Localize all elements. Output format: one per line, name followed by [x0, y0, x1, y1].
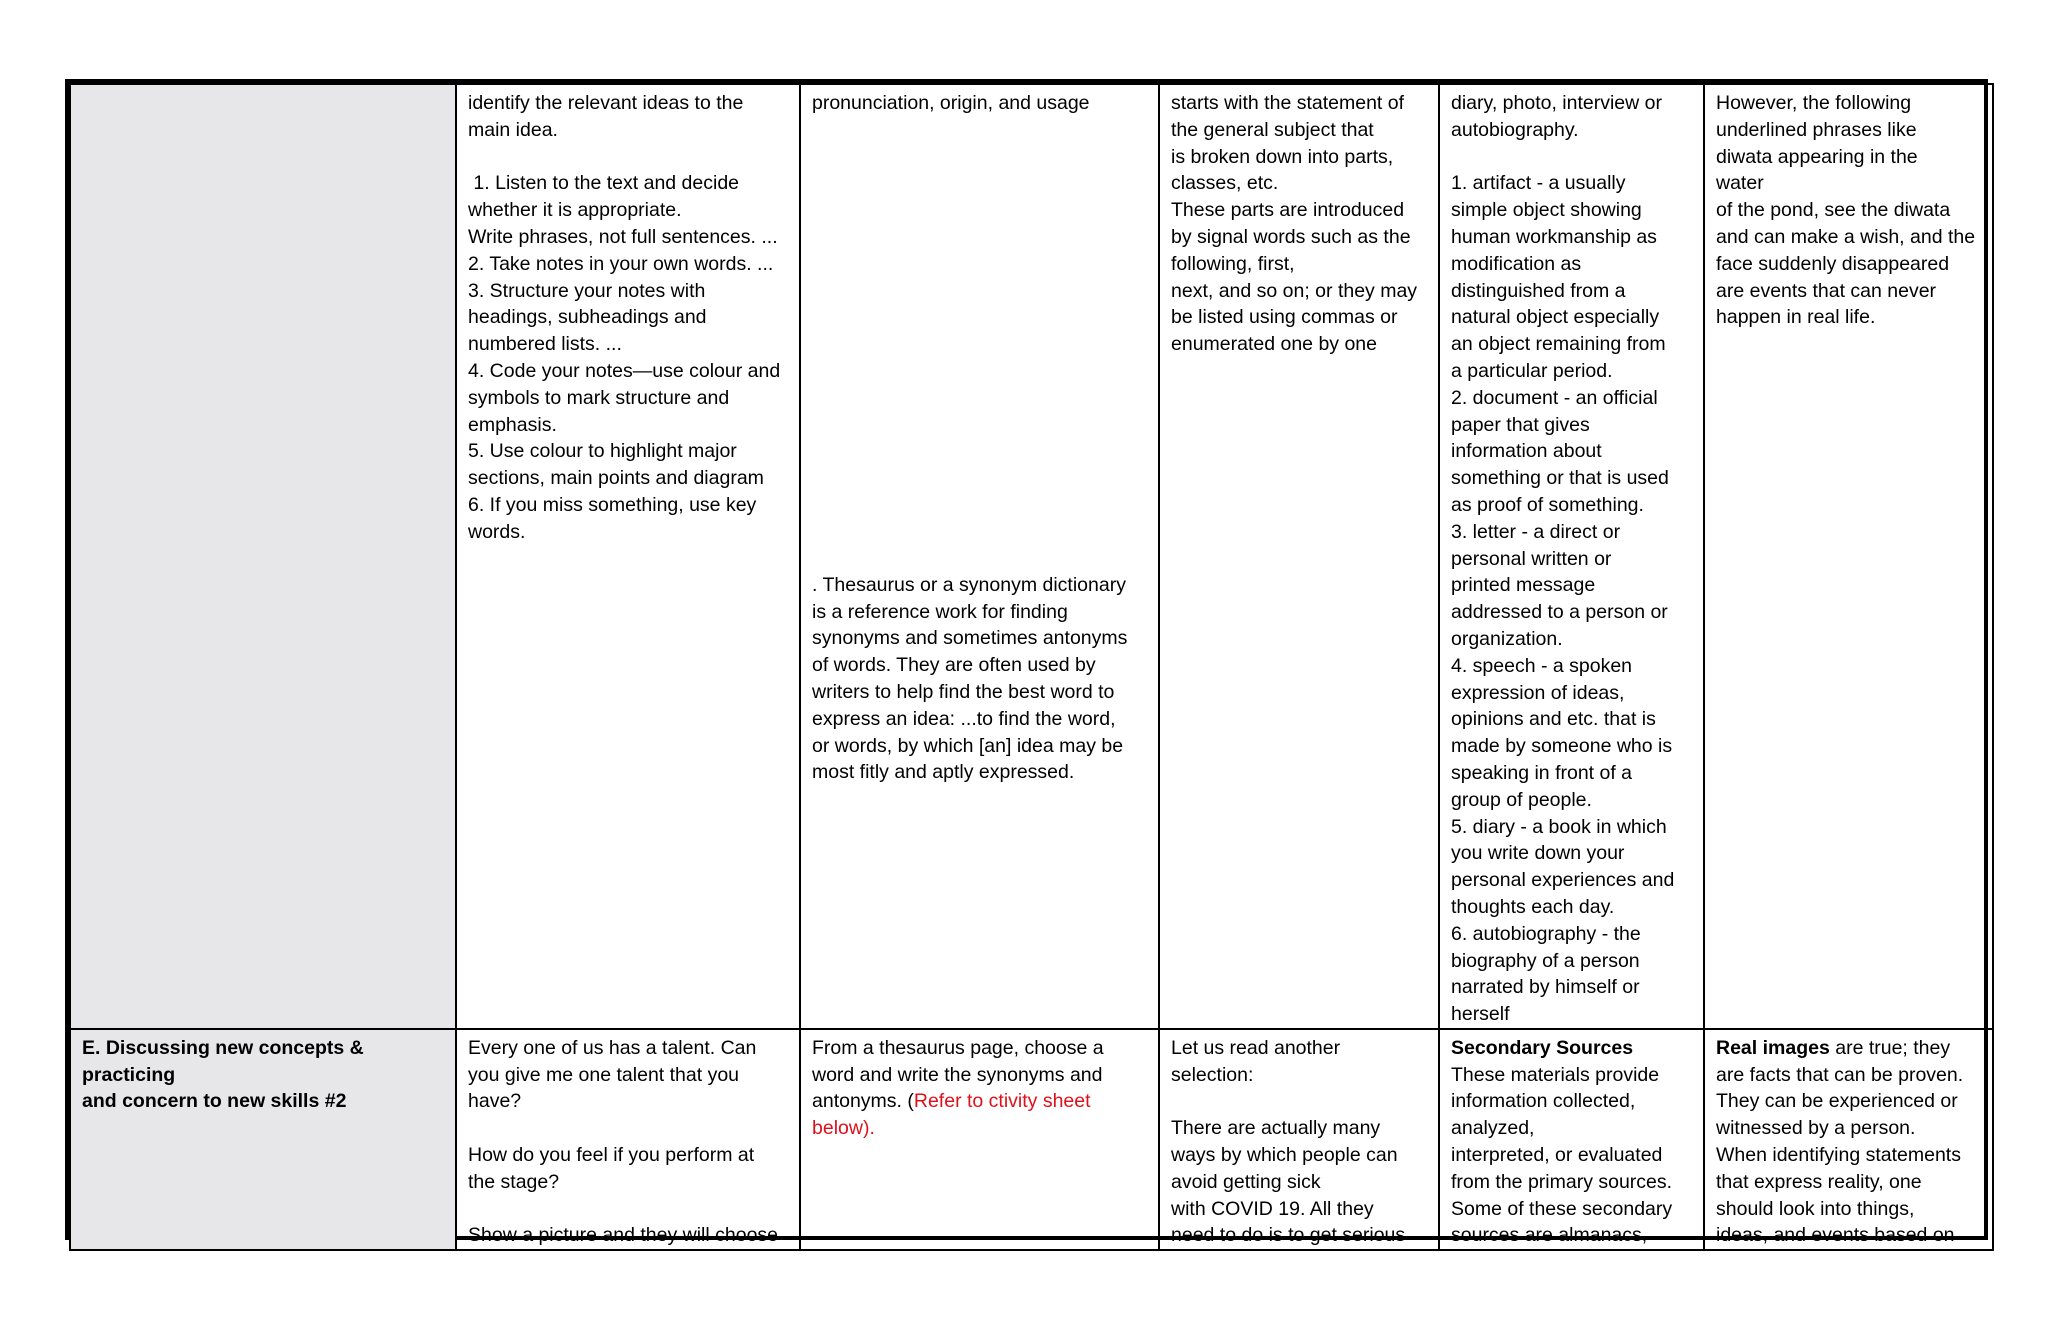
text-line: 1. Listen to the text and decide — [468, 172, 740, 195]
cell-note-taking-steps — [456, 84, 800, 1029]
text-line: be listed using commas or — [1171, 306, 1398, 329]
text-line: as proof of something. — [1451, 493, 1644, 516]
text-line: human workmanship as — [1451, 225, 1657, 248]
text-line: avoid getting sick — [1171, 1170, 1321, 1193]
text-line: following, first, — [1171, 252, 1295, 275]
text-line: narrated by himself or — [1451, 976, 1640, 999]
real-images-term: Real images — [1716, 1036, 1830, 1059]
text-line: simple object showing — [1451, 199, 1642, 222]
text-line: ideas, and events based on — [1716, 1224, 1955, 1247]
text-line: 3. letter - a direct or — [1451, 520, 1621, 543]
text-line: and concern to new skills #2 — [82, 1090, 347, 1113]
text-line: autobiography. — [1451, 118, 1579, 141]
text-line: made by someone who is — [1451, 735, 1673, 758]
text-line: There are actually many — [1171, 1117, 1381, 1140]
text-line: 6. autobiography - the — [1451, 922, 1641, 945]
cell-real-images — [1704, 1029, 1993, 1250]
cell-thesaurus-activity — [800, 1029, 1159, 1250]
cell-fantasy-explanation — [1704, 84, 1993, 1029]
text-line: writers to help find the best word to — [812, 680, 1115, 703]
text-line: with COVID 19. All they — [1171, 1197, 1374, 1220]
text-line: 4. Code your notes—use colour and — [468, 359, 781, 382]
text-line: something or that is used — [1451, 467, 1669, 490]
text-line: paper that gives — [1451, 413, 1590, 436]
text-line: of the pond, see the diwata — [1716, 199, 1951, 222]
cell-talent-questions — [456, 1029, 800, 1250]
text-line: printed message — [1451, 574, 1596, 597]
text-line: 4. speech - a spoken — [1451, 654, 1633, 677]
text-line: the general subject that — [1171, 118, 1374, 141]
text-line: you write down your — [1451, 842, 1625, 865]
table-row — [70, 84, 1993, 1029]
text-line: 6. If you miss something, use key — [468, 493, 757, 516]
lesson-plan-table — [65, 79, 1988, 1247]
text-line: modification as — [1451, 252, 1582, 275]
text-line: whether it is appropriate. — [468, 199, 682, 222]
text-line: sections, main points and diagram — [468, 467, 764, 490]
text-line: organization. — [1451, 627, 1563, 650]
text-line: diary, photo, interview or — [1451, 92, 1662, 114]
text-line: Every one of us has a talent. Can — [468, 1036, 757, 1059]
text-line: opinions and etc. that is — [1451, 708, 1656, 731]
list-item — [1716, 1062, 1982, 1250]
text-line: from the primary sources. — [1451, 1170, 1673, 1193]
text-line: main idea. — [468, 118, 558, 141]
text-line: When identifying statements — [1716, 1144, 1961, 1167]
text-line: witnessed by a person. — [1716, 1117, 1916, 1140]
table-row — [70, 1029, 1993, 1250]
text-line — [468, 1196, 789, 1223]
cell-primary-sources — [1439, 84, 1704, 1029]
text-line: These materials provide — [1451, 1063, 1660, 1086]
text-line: selection: — [1171, 1063, 1254, 1086]
text-line: you give me one talent that you — [468, 1063, 740, 1086]
cell-classification-text — [1159, 84, 1439, 1029]
text-line: have? — [468, 1090, 522, 1113]
text-line: is broken down into parts, — [1171, 145, 1394, 168]
text-line: symbols to mark structure and — [468, 386, 730, 409]
text-line: information about — [1451, 440, 1602, 463]
list-item — [1451, 1062, 1693, 1250]
text-line: happen in real life. — [1716, 306, 1876, 329]
list-item — [468, 90, 789, 546]
text-line: 2. document - an official — [1451, 386, 1658, 409]
text-line: Let us read another — [1171, 1036, 1341, 1059]
text-line: or words, by which [an] idea may be — [812, 734, 1124, 757]
text-line — [1171, 1088, 1428, 1115]
text-line: the stage? — [468, 1170, 560, 1193]
text-line: express an idea: ...to find the word, — [812, 707, 1116, 730]
text-line: 1. artifact - a usually — [1451, 172, 1626, 195]
text-line: most fitly and aptly expressed. — [812, 761, 1075, 784]
text-line: numbered lists. ... — [468, 333, 622, 356]
text-line: 3. Structure your notes with — [468, 279, 706, 302]
text-line — [1451, 144, 1693, 171]
text-line: diwata appearing in the — [1716, 145, 1918, 168]
text-line: and can make a wish, and the — [1716, 225, 1976, 248]
row-label-cell — [70, 1029, 456, 1250]
text-line: face suddenly disappeared — [1716, 252, 1950, 275]
text-line: analyzed, — [1451, 1117, 1535, 1140]
text-line: expression of ideas, — [1451, 681, 1625, 704]
text-line: starts with the statement of — [1171, 92, 1405, 114]
text-line: is a reference work for finding — [812, 600, 1068, 623]
text-line: How do you feel if you perform at — [468, 1144, 755, 1167]
text-line: pronunciation, origin, and usage — [812, 92, 1090, 114]
text-line: enumerated one by one — [1171, 333, 1377, 356]
text-line: water — [1716, 172, 1764, 195]
list-item — [1171, 90, 1428, 358]
text-line: group of people. — [1451, 788, 1592, 811]
text-line: . Thesaurus or a synonym dictionary — [812, 573, 1126, 596]
real-images-first-line — [1716, 1035, 1982, 1062]
list-item — [1451, 90, 1693, 1028]
row-label — [82, 1035, 445, 1115]
activity-sheet-reference: Refer to ctivity sheet — [913, 1090, 1091, 1113]
text-line — [468, 144, 789, 171]
list-item — [812, 90, 1148, 117]
text-line: sources are almanacs, — [1451, 1224, 1648, 1247]
text-line: a particular period. — [1451, 359, 1613, 382]
text-line: that express reality, one — [1716, 1170, 1922, 1193]
text-line: Some of these secondary — [1451, 1197, 1673, 1220]
list-item — [1171, 1035, 1428, 1249]
text-line: biography of a person — [1451, 949, 1640, 972]
real-images-text: are true; they — [1829, 1036, 1951, 1059]
text-line: E. Discussing new concepts & practicing — [82, 1036, 370, 1086]
cell-thesaurus-definition — [800, 84, 1159, 1029]
lesson-table — [69, 83, 1994, 1251]
text-line: are events that can never — [1716, 279, 1937, 302]
text-line: synonyms and sometimes antonyms — [812, 627, 1128, 650]
text-line: thoughts each day. — [1451, 895, 1615, 918]
text-line: next, and so on; or they may — [1171, 279, 1418, 302]
text-line: distinguished from a — [1451, 279, 1626, 302]
list-item — [1716, 90, 1982, 331]
text-line: personal experiences and — [1451, 869, 1675, 892]
text-line: headings, subheadings and — [468, 306, 707, 329]
activity-line: word and write the synonyms and — [812, 1063, 1103, 1086]
text-line: classes, etc. — [1171, 172, 1279, 195]
text-line: information collected, — [1451, 1090, 1636, 1113]
text-line: ways by which people can — [1171, 1144, 1398, 1167]
list-item — [468, 1035, 789, 1249]
text-line — [468, 1115, 789, 1142]
text-line: Show a picture and they will choose — [468, 1224, 779, 1247]
text-line: These parts are introduced — [1171, 199, 1405, 222]
text-line: They can be experienced or — [1716, 1090, 1958, 1113]
cell-secondary-sources — [1439, 1029, 1704, 1250]
text-line: However, the following — [1716, 92, 1912, 114]
text-line: 2. Take notes in your own words. ... — [468, 252, 774, 275]
text-line: words. — [468, 520, 526, 543]
activity-line — [812, 1088, 1148, 1115]
text-line: should look into things, — [1716, 1197, 1915, 1220]
secondary-sources-heading: Secondary Sources — [1451, 1036, 1634, 1059]
text-line: are facts that can be proven. — [1716, 1063, 1964, 1086]
row-label-cell-empty — [70, 84, 456, 1029]
text-line: need to do is to get serious — [1171, 1224, 1406, 1247]
text-line: by signal words such as the — [1171, 225, 1411, 248]
cell-covid-selection — [1159, 1029, 1439, 1250]
activity-sheet-reference-end: below). — [812, 1117, 875, 1140]
text-line: Write phrases, not full sentences. ... — [468, 225, 778, 248]
text-line: personal written or — [1451, 547, 1612, 570]
text-line: interpreted, or evaluated — [1451, 1144, 1663, 1167]
text-line: 5. Use colour to highlight major — [468, 440, 737, 463]
text-line: addressed to a person or — [1451, 601, 1668, 624]
text-line: an object remaining from — [1451, 333, 1666, 356]
text-line: 5. diary - a book in which — [1451, 815, 1667, 838]
activity-text: antonyms. ( — [812, 1090, 914, 1113]
cell-gap — [812, 117, 1148, 572]
text-line: speaking in front of a — [1451, 761, 1633, 784]
text-line: identify the relevant ideas to the — [468, 92, 744, 114]
text-line: of words. They are often used by — [812, 654, 1096, 677]
list-item — [812, 572, 1148, 786]
text-line: natural object especially — [1451, 306, 1660, 329]
text-line: emphasis. — [468, 413, 557, 436]
text-line: underlined phrases like — [1716, 118, 1917, 141]
text-line: herself — [1451, 1003, 1510, 1026]
activity-line: From a thesaurus page, choose a — [812, 1036, 1104, 1059]
